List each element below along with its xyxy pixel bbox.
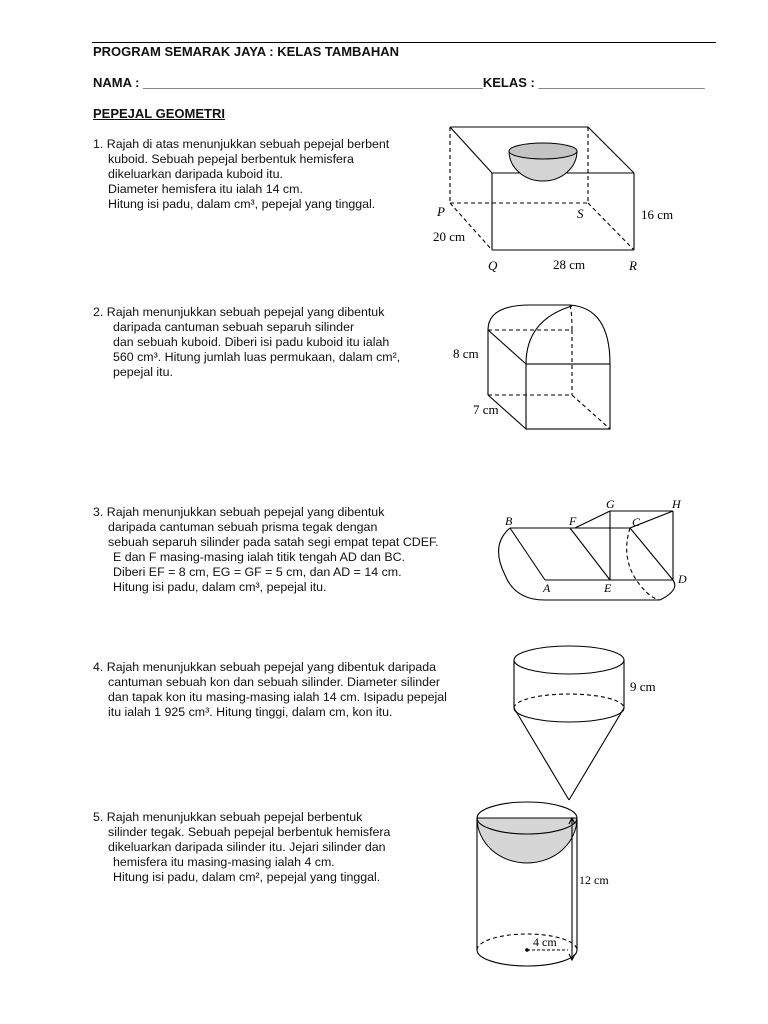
dim-height: 8 cm [453,346,479,361]
label-d: D [678,572,687,586]
question-line: Hitung isi padu, dalam cm³, pepejal yang tinggal. [108,197,376,211]
question-line: daripada cantuman sebuah prisma tegak dengan [108,520,378,534]
question-line: 2. Rajah menunjukkan sebuah pepejal yang dibentuk [93,305,385,319]
question-line: pepejal itu. [113,365,173,379]
question-line: E dan F masing-masing ialah titik tengah AD dan BC. [113,550,406,564]
question-line: kuboid. Sebuah pepejal berbentuk hemisfera [108,152,354,166]
question-line: sebuah separuh silinder pada satah segi empat tepat CDEF. [108,535,439,549]
label-g: G [606,497,615,511]
label-b: B [505,514,513,528]
label-e: E [604,581,612,595]
dim-depth: 7 cm [473,402,499,417]
label-r: R [629,258,637,273]
question-line: hemisfera itu masing-masing ialah 4 cm. [113,855,335,869]
dim-depth: 20 cm [433,229,466,244]
label-f: F [569,514,577,528]
question-line: cantuman sebuah kon dan sebuah silinder. Diameter silinder [108,675,440,689]
question-line: dikeluarkan daripada kuboid itu. [108,167,283,181]
label-q: Q [488,258,498,273]
question-line: dikeluarkan daripada silinder itu. Jejari silinder dan [108,840,386,854]
label-s: S [577,206,584,221]
dim-height: 12 cm [579,873,609,887]
question-line: 5. Rajah menunjukkan sebuah pepejal berbentuk [93,810,363,824]
question-line: 560 cm³. Hitung jumlah luas permukaan, dalam cm², [113,350,401,364]
question-line: dan tapak kon itu masing-masing ialah 14 cm. Isipadu pepejal [108,690,447,704]
label-h: H [672,497,681,511]
dim-height: 16 cm [641,207,674,222]
question-line: dan sebuah kuboid. Diberi isi padu kuboid itu ialah [113,335,390,349]
question-line: Diberi EF = 8 cm, EG = GF = 5 cm, dan AD = 14 cm. [113,565,402,579]
question-line: Hitung isi padu, dalam cm², pepejal yang tinggal. [113,870,381,884]
question-line: Hitung isi padu, dalam cm³, pepejal itu. [113,580,327,594]
dim-radius: 4 cm [533,935,557,949]
question-line: 4. Rajah menunjukkan sebuah pepejal yang dibentuk daripada [93,660,437,674]
section-title: PEPEJAL GEOMETRI [93,106,225,121]
dim-length: 28 cm [553,257,586,272]
question-line: Diameter hemisfera itu ialah 14 cm. [108,182,303,196]
dim-height: 9 cm [630,679,656,694]
program-title: PROGRAM SEMARAK JAYA : KELAS TAMBAHAN [93,44,400,59]
question-line: 1. Rajah di atas menunjukkan sebuah pepejal berbent [93,137,390,151]
name-class-line: NAMA : _______________________________________________KELAS : _______________________ [93,75,705,90]
label-p: P [437,204,445,219]
question-line: 3. Rajah menunjukkan sebuah pepejal yang dibentuk [93,505,385,519]
question-line: itu ialah 1 925 cm³. Hitung tinggi, dalam cm, kon itu. [108,705,393,719]
label-c: C [632,515,641,529]
question-line: silinder tegak. Sebuah pepejal berbentuk hemisfera [108,825,391,839]
question-line: daripada cantuman sebuah separuh silinder [113,320,355,334]
label-a: A [543,581,551,595]
